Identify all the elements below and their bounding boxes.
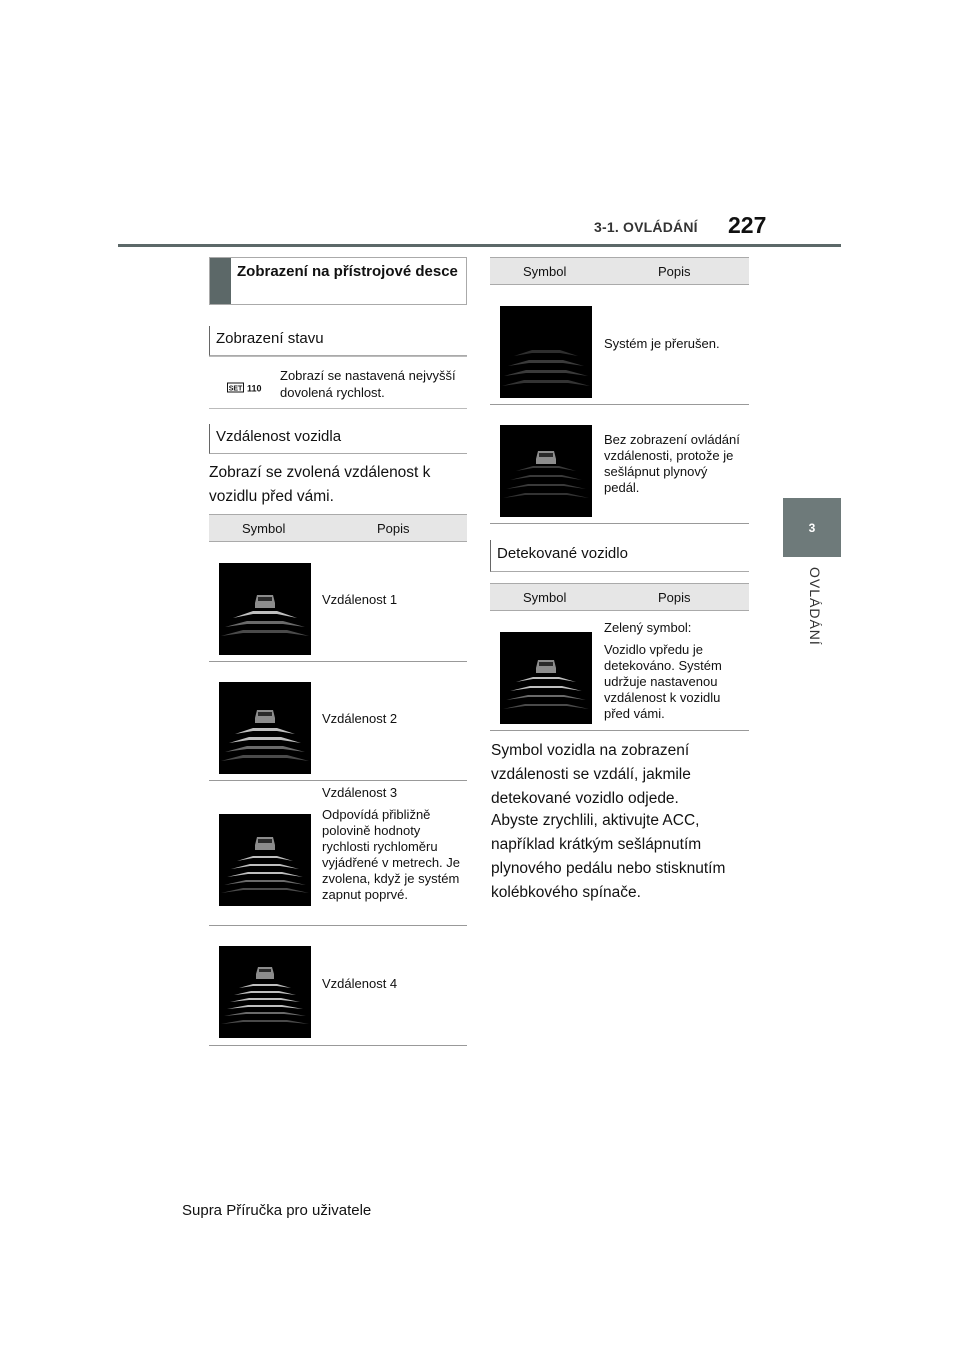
table-row	[604, 336, 744, 358]
distance-4-symbol	[219, 946, 311, 1038]
distance-1-symbol	[219, 563, 311, 655]
table-header	[490, 583, 749, 611]
chapter-label: OVLÁDÁNÍ	[807, 567, 823, 646]
row-title: Vzdálenost 4	[322, 976, 398, 991]
section-title: 3-1. OVLÁDÁNÍ	[594, 219, 698, 235]
section-heading-box	[209, 257, 467, 305]
col-description: Popis	[658, 590, 691, 605]
distance-3-symbol	[219, 814, 311, 906]
divider	[490, 730, 749, 731]
detected-vehicle-symbol	[500, 632, 592, 724]
set-speed-icon	[227, 381, 265, 393]
row-title: Vzdálenost 2	[322, 711, 398, 726]
col-symbol: Symbol	[523, 264, 567, 279]
paragraph: Symbol vozidla na zobrazení vzdálenosti se vzdálí, jakmile detekované vozidlo odjede.	[491, 742, 691, 807]
interrupted-symbol	[500, 306, 592, 398]
heading-bar	[210, 258, 231, 304]
divider	[209, 356, 467, 357]
page-number: 227	[728, 212, 767, 238]
row-body: Vozidlo vpředu je detekováno. Systém udržuje nastavenou vzdálenost k vozidlu před vámi.	[604, 642, 722, 721]
divider	[209, 925, 467, 926]
divider	[209, 661, 467, 662]
paragraph: Abyste zrychlili, aktivujte ACC, například krátkým sešlápnutím plynového pedálu nebo stisknutím kolébkového spínače.	[491, 812, 726, 901]
col-symbol: Symbol	[242, 521, 286, 536]
row-body: Odpovídá přibližně polovině hodnoty rychlosti rychloměru vyjádřené v metrech. Je zvolena, když je systém zapnut poprvé.	[322, 807, 461, 902]
divider	[490, 523, 749, 524]
row-title: Vzdálenost 1	[322, 592, 398, 607]
detected-heading: Detekované vozidlo	[490, 540, 749, 572]
table-row	[322, 592, 462, 614]
set-icon-label: SET	[228, 385, 243, 393]
table-header	[209, 514, 467, 542]
footer-text: Supra Příručka pro uživatele	[182, 1202, 372, 1219]
distance-2-symbol	[219, 682, 311, 774]
row-title: Zelený symbol:	[604, 620, 692, 635]
row-title: Vzdálenost 3	[322, 785, 398, 800]
distance-heading: Vzdálenost vozidla	[209, 424, 467, 454]
divider	[209, 408, 467, 409]
section-heading: Zobrazení na přístrojové desce	[237, 263, 458, 280]
header-divider	[118, 244, 841, 247]
col-description: Popis	[377, 521, 410, 536]
set-description: Zobrazí se nastavená nejvyšší dovolená rychlost.	[280, 368, 456, 400]
table-row	[604, 432, 746, 502]
row-title: Systém je přerušen.	[604, 336, 720, 351]
chapter-tab: 3	[783, 498, 841, 557]
accelerator-symbol	[500, 425, 592, 517]
table-row	[322, 785, 462, 909]
col-description: Popis	[658, 264, 691, 279]
distance-paragraph: Zobrazí se zvolená vzdálenost k vozidlu před vámi.	[209, 464, 431, 505]
divider	[209, 780, 467, 781]
divider	[490, 404, 749, 405]
row-title: Bez zobrazení ovládání vzdálenosti, protože je sešlápnut plynový pedál.	[604, 432, 740, 495]
table-row	[604, 620, 746, 728]
set-icon-value: 110	[247, 383, 262, 394]
table-row	[322, 711, 462, 733]
status-heading: Zobrazení stavu	[209, 326, 467, 356]
table-header	[490, 257, 749, 285]
table-row	[322, 976, 462, 998]
col-symbol: Symbol	[523, 590, 567, 605]
divider	[209, 1045, 467, 1046]
